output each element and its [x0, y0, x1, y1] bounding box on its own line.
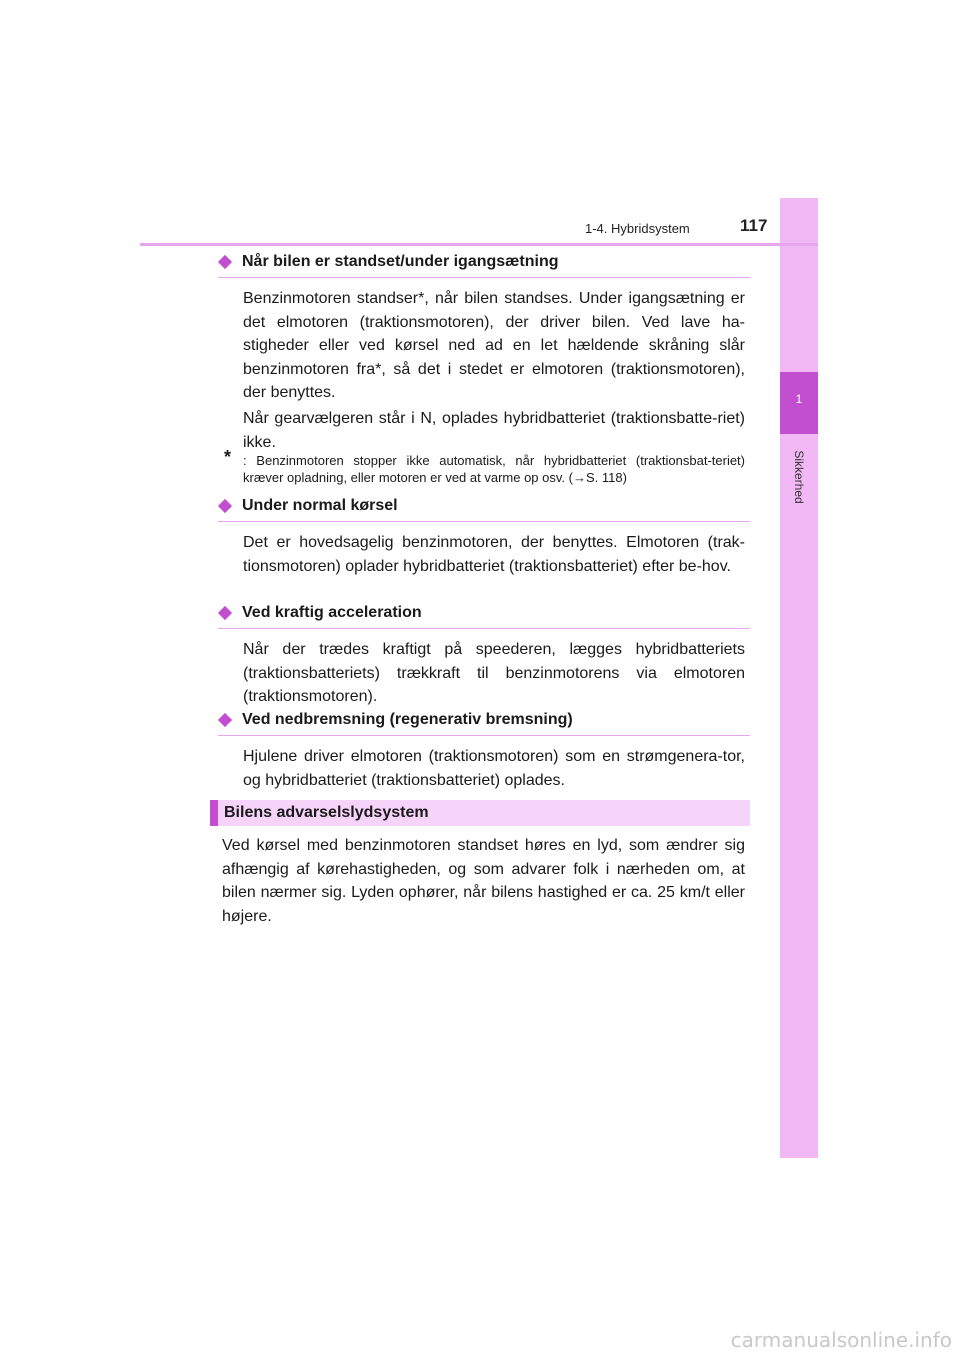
- watermark: carmanualsonline.info: [730, 1328, 952, 1352]
- footnote-marker: *: [224, 447, 232, 467]
- subheading-text: Ved kraftig acceleration: [242, 604, 422, 621]
- footnote-text: : Benzinmotoren stopper ikke automatisk, når hybridbatteriet (traktionsbat-teriet) kræver opladning, eller motoren er ved at varme op osv. (→S. 118): [243, 453, 745, 485]
- chapter-number: 1: [795, 392, 803, 406]
- diamond-bullet-icon: [218, 606, 232, 620]
- paragraph: Det er hovedsagelig benzinmotoren, der benyttes. Elmotoren (trak-tionsmotoren) oplader hybridbatteriet (traktionsbatteriet) efter be-hov.: [243, 534, 745, 575]
- section-accent-bar: [210, 800, 218, 826]
- section-heading: Bilens advarselslydsystem: [224, 804, 429, 821]
- paragraph: Når der trædes kraftigt på speederen, lægges hybridbatteriets (traktionsbatteriets) trækkraft til benzinmotorens via elmotoren (traktionsmotoren).: [243, 641, 745, 705]
- section-title: 1-4. Hybridsystem: [585, 221, 690, 236]
- diamond-bullet-icon: [218, 499, 232, 513]
- subheading-acceleration: [218, 606, 750, 629]
- paragraph: Benzinmotoren standser*, når bilen standses. Under igangsætning er det elmotoren (traktionsmotoren), der driver bilen. Ved lave ha-stigheder eller ved kørsel ned ad en let hældende skråning slår benzinmotoren fra*, så det i stedet er elmotoren (traktionsmotoren), der benyttes.: [243, 290, 745, 401]
- subheading-text: Under normal kørsel: [242, 497, 398, 514]
- subheading-braking: [218, 713, 750, 736]
- subheading-text: Når bilen er standset/under igangsætning: [242, 253, 559, 270]
- paragraph: Hjulene driver elmotoren (traktionsmotoren) som en strømgenera-tor, og hybridbatteriet (traktionsbatteriet) oplades.: [243, 748, 745, 789]
- diamond-bullet-icon: [218, 713, 232, 727]
- diamond-bullet-icon: [218, 255, 232, 269]
- header-divider: [140, 243, 818, 246]
- section-heading-box: [210, 800, 750, 826]
- subheading-standset: [218, 255, 750, 278]
- subheading-normal-driving: [218, 499, 750, 522]
- subheading-text: Ved nedbremsning (regenerativ bremsning): [242, 711, 573, 728]
- chapter-side-tab: [780, 198, 818, 1158]
- paragraph: Ved kørsel med benzinmotoren standset høres en lyd, som ændrer sig afhængig af kørehastigheden, og som advarer folk i nærheden om, at bilen nærmer sig. Lyden ophører, når bilens hastighed er ca. 25 km/t eller højere.: [222, 837, 745, 925]
- paragraph: Når gearvælgeren står i N, oplades hybridbatteriet (traktionsbatte-riet) ikke.: [243, 410, 745, 451]
- chapter-label: Sikkerhed: [792, 450, 806, 504]
- page-number: 117: [740, 216, 768, 235]
